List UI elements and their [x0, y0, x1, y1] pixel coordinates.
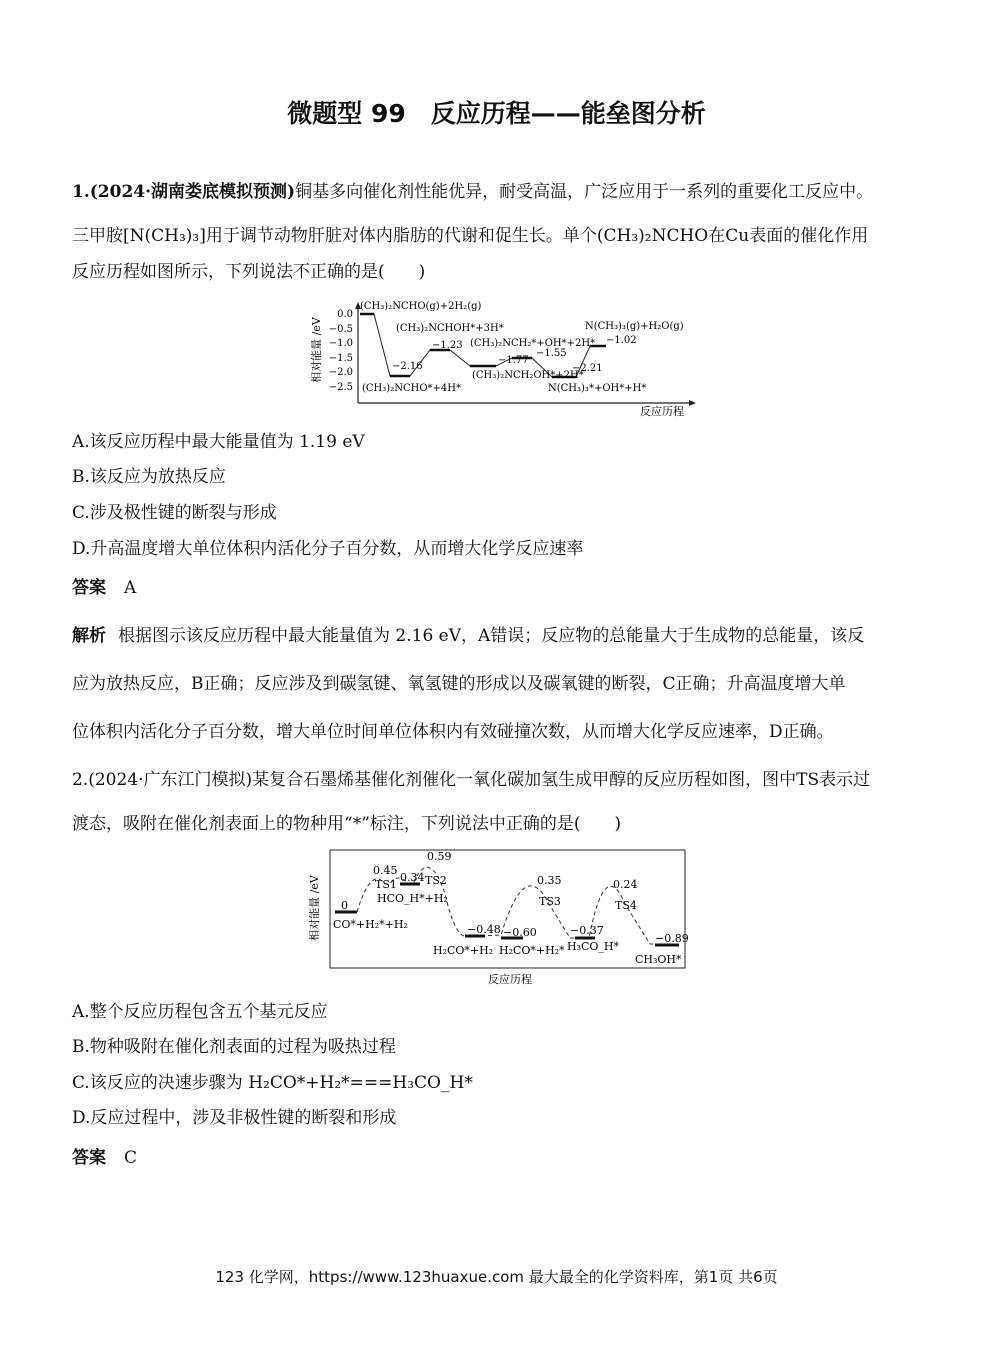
species-label: CH₃OH*	[635, 953, 682, 966]
q1-stem-2: 三甲胺[N(CH₃)₃]用于调节动物肝脏对体内脂肪的代谢和促生长。单个(CH₃)₂NCHO在Cu表面的催化作用	[72, 226, 869, 246]
species-label: (CH₃)₂NCHO(g)+2H₂(g)	[360, 301, 482, 312]
analysis-text: 根据图示该反应历程中最大能量值为 2.16 eV，A错误；反应物的总能量大于生成物的总能量，该反	[118, 626, 865, 646]
x-axis-label: 反应历程	[488, 973, 532, 986]
y-tick-labels	[329, 309, 353, 393]
species-label: (CH₃)₂NCHOH*+3H*	[396, 323, 504, 334]
q1-option-c: C.涉及极性键的断裂与形成	[72, 503, 277, 523]
page-title: 微题型 99 反应历程——能垒图分析	[287, 99, 706, 128]
ts-label: TS3	[539, 895, 561, 908]
value-label: 0.35	[537, 874, 562, 887]
y-axis-label: 相对能量 /eV	[310, 317, 323, 383]
q1-source: 1.(2024·湖南娄底模拟预测)	[72, 182, 296, 202]
ts-label: TS1	[375, 878, 397, 891]
value-label: −0.60	[503, 926, 537, 939]
species-label: H₃CO_H*	[567, 940, 620, 953]
species-label: (CH₃)₂NCH₂OH*+2H*	[472, 370, 584, 381]
energy-diagram-2	[305, 846, 690, 988]
value-label: 0	[341, 899, 348, 912]
analysis-label: 解析	[72, 626, 106, 646]
ts-label: TS2	[425, 874, 447, 887]
q1-option-a: A.该反应历程中最大能量值为 1.19 eV	[72, 432, 365, 452]
species-label: H₂CO*+H₂	[433, 944, 494, 957]
q1-stem-1: 铜基多向催化剂性能优异，耐受高温，广泛应用于一系列的重要化工反应中。	[295, 182, 874, 202]
q2-option-a: A.整个反应历程包含五个基元反应	[72, 1002, 328, 1022]
y-tick-label: −0.5	[328, 324, 353, 335]
x-axis-arrow	[689, 400, 696, 406]
q1-analysis-1	[72, 626, 922, 646]
species-label: H₂CO*+H₂*	[499, 944, 565, 957]
energy-diagram-1	[300, 300, 700, 422]
answer-label: 答案	[72, 578, 106, 598]
species-label: HCO_H*+H₂	[377, 892, 448, 905]
value-label: 0.24	[613, 878, 638, 891]
answer-value: A	[124, 578, 137, 598]
value-label: −1.02	[606, 335, 637, 346]
species-label: N(CH₃)₃(g)+H₂O(g)	[585, 321, 684, 332]
species-label: (CH₃)₂NCH₂*+OH*+2H*	[470, 338, 596, 349]
q2-option-b: B.物种吸附在催化剂表面的过程为吸热过程	[72, 1037, 396, 1057]
value-label: −1.23	[432, 340, 463, 351]
q2-option-d: D.反应过程中，涉及非极性键的断裂和形成	[72, 1108, 397, 1128]
answer-label: 答案	[72, 1148, 106, 1168]
q1-line1	[72, 182, 873, 202]
species-label: (CH₃)₂NCHO*+4H*	[362, 383, 461, 394]
q1-stem-3: 反应历程如图所示，下列说法不正确的是( )	[72, 262, 426, 282]
value-label: −1.77	[498, 355, 529, 366]
x-axis-label: 反应历程	[640, 405, 684, 418]
value-label: 0.45	[373, 864, 398, 877]
y-tick-label: −2.5	[328, 382, 353, 393]
q2-option-c: C.该反应的决速步骤为 H₂CO*+H₂*===H₃CO_H*	[72, 1073, 473, 1093]
value-label: −0.89	[655, 932, 689, 945]
value-label: −2.21	[572, 363, 603, 374]
q1-answer	[72, 578, 136, 598]
ts-label: TS4	[615, 899, 637, 912]
page-footer: 123 化学网，https://www.123huaxue.com 最大最全的化学资料库，第1页 共6页	[215, 1268, 778, 1286]
q1-option-b: B.该反应为放热反应	[72, 467, 226, 487]
value-label: −1.55	[536, 348, 567, 359]
value-label: 0.59	[427, 850, 452, 863]
species-label: CO*+H₂*+H₂	[333, 918, 408, 931]
q2-stem-1: 2.(2024·广东江门模拟)某复合石墨烯基催化剂催化一氧化碳加氢生成甲醇的反应历程如图，图中TS表示过	[72, 770, 871, 790]
q2-answer	[72, 1148, 137, 1168]
q1-analysis-3: 位体积内活化分子百分数，增大单位时间单位体积内有效碰撞次数，从而增大化学反应速率，D正确。	[72, 722, 834, 742]
value-label: −0.48	[467, 923, 501, 936]
value-label: −2.16	[392, 361, 423, 372]
value-label: 0.34	[400, 871, 425, 884]
y-tick-label: −1.0	[328, 338, 353, 349]
q1-option-d: D.升高温度增大单位体积内活化分子百分数，从而增大化学反应速率	[72, 539, 584, 559]
y-axis-label: 相对能量 /eV	[308, 875, 321, 941]
q1-analysis-2: 应为放热反应，B正确；反应涉及到碳氢键、氧氢键的形成以及碳氧键的断裂，C正确；升高温度增大单	[72, 674, 846, 694]
y-tick-label: 0.0	[337, 309, 353, 320]
value-label: −0.37	[570, 924, 604, 937]
species-label: N(CH₃)₃*+OH*+H*	[548, 383, 647, 394]
answer-value: C	[124, 1148, 138, 1168]
q2-stem-2: 渡态，吸附在催化剂表面上的物种用“*”标注，下列说法中正确的是( )	[72, 814, 622, 834]
y-tick-label: −1.5	[328, 353, 353, 364]
y-tick-label: −2.0	[328, 367, 353, 378]
